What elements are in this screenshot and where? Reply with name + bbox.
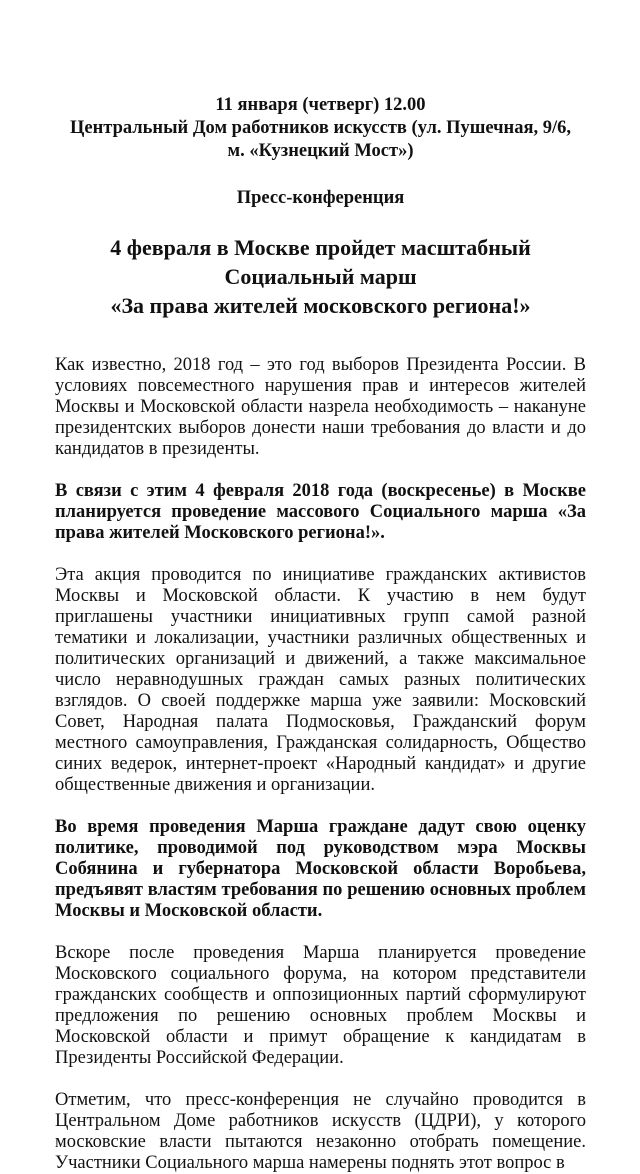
paragraph-march-announcement: В связи с этим 4 февраля 2018 года (воскресенье) в Москве планируется проведение массового Социального марша «За права жителей Московского региона!». bbox=[55, 481, 586, 543]
headline bbox=[55, 210, 586, 320]
press-conference-label: Пресс-конференция bbox=[236, 188, 405, 208]
paragraph-elections: Как известно, 2018 год – это год выборов Президента России. В условиях повсеместного нарушения прав и интересов жителей Москвы и Московской области назрела необходимость – накануне президентских выборов донести наши требования до власти и до кандидатов в президенты. bbox=[55, 355, 586, 459]
headline-line-2: Социальный марш bbox=[224, 264, 417, 289]
event-details bbox=[55, 0, 586, 163]
paragraph-march-demands: Во время проведения Марша граждане дадут свою оценку политике, проводимой под руководством мэра Москвы Собянина и губернатора Московской области Воробьева, предъявят властям требования по решению основных проблем Москвы и Московской области. bbox=[55, 817, 586, 921]
headline-line-3: «За права жителей московского региона!» bbox=[110, 293, 531, 318]
paragraph-social-forum: Вскоре после проведения Марша планируется проведение Московского социального форума, на котором представители гражданских сообществ и оппозиционных партий сформулируют предложения по решению основных проблем Москвы и Московской области и примут обращение к кандидатам в Президенты Российской Федерации. bbox=[55, 943, 586, 1068]
event-venue-line-2: м. «Кузнецкий Мост») bbox=[227, 141, 414, 161]
headline-line-1: 4 февраля в Москве пройдет масштабный bbox=[110, 235, 531, 260]
paragraph-cdri: Отметим, что пресс-конференция не случайно проводится в Центральном Доме работников искусств (ЦДРИ), у которого московские власти пытаются незаконно отобрать помещение. Участники Социального марша намерены поднять этот вопрос в bbox=[55, 1090, 586, 1173]
paragraph-participants: Эта акция проводится по инициативе гражданских активистов Москвы и Московской области. К участию в нем будут приглашены участники инициативных групп самой разной тематики и локализации, участники различных общественных и политических организаций и движений, а также максимальное число неравнодушных граждан самых разных политических взглядов. О своей поддержке марша уже заявили: Московский Совет, Народная палата Подмосковья, Гражданский форум местного самоуправления, Гражданская солидарность, Общество синих ведерок, интернет-проект «Народный кандидат» и другие общественные движения и организации. bbox=[55, 565, 586, 795]
press-release-page bbox=[55, 0, 586, 1173]
event-date-time: 11 января (четверг) 12.00 bbox=[215, 95, 426, 115]
event-venue-line-1: Центральный Дом работников искусств (ул. Пушечная, 9/6, bbox=[70, 118, 571, 138]
